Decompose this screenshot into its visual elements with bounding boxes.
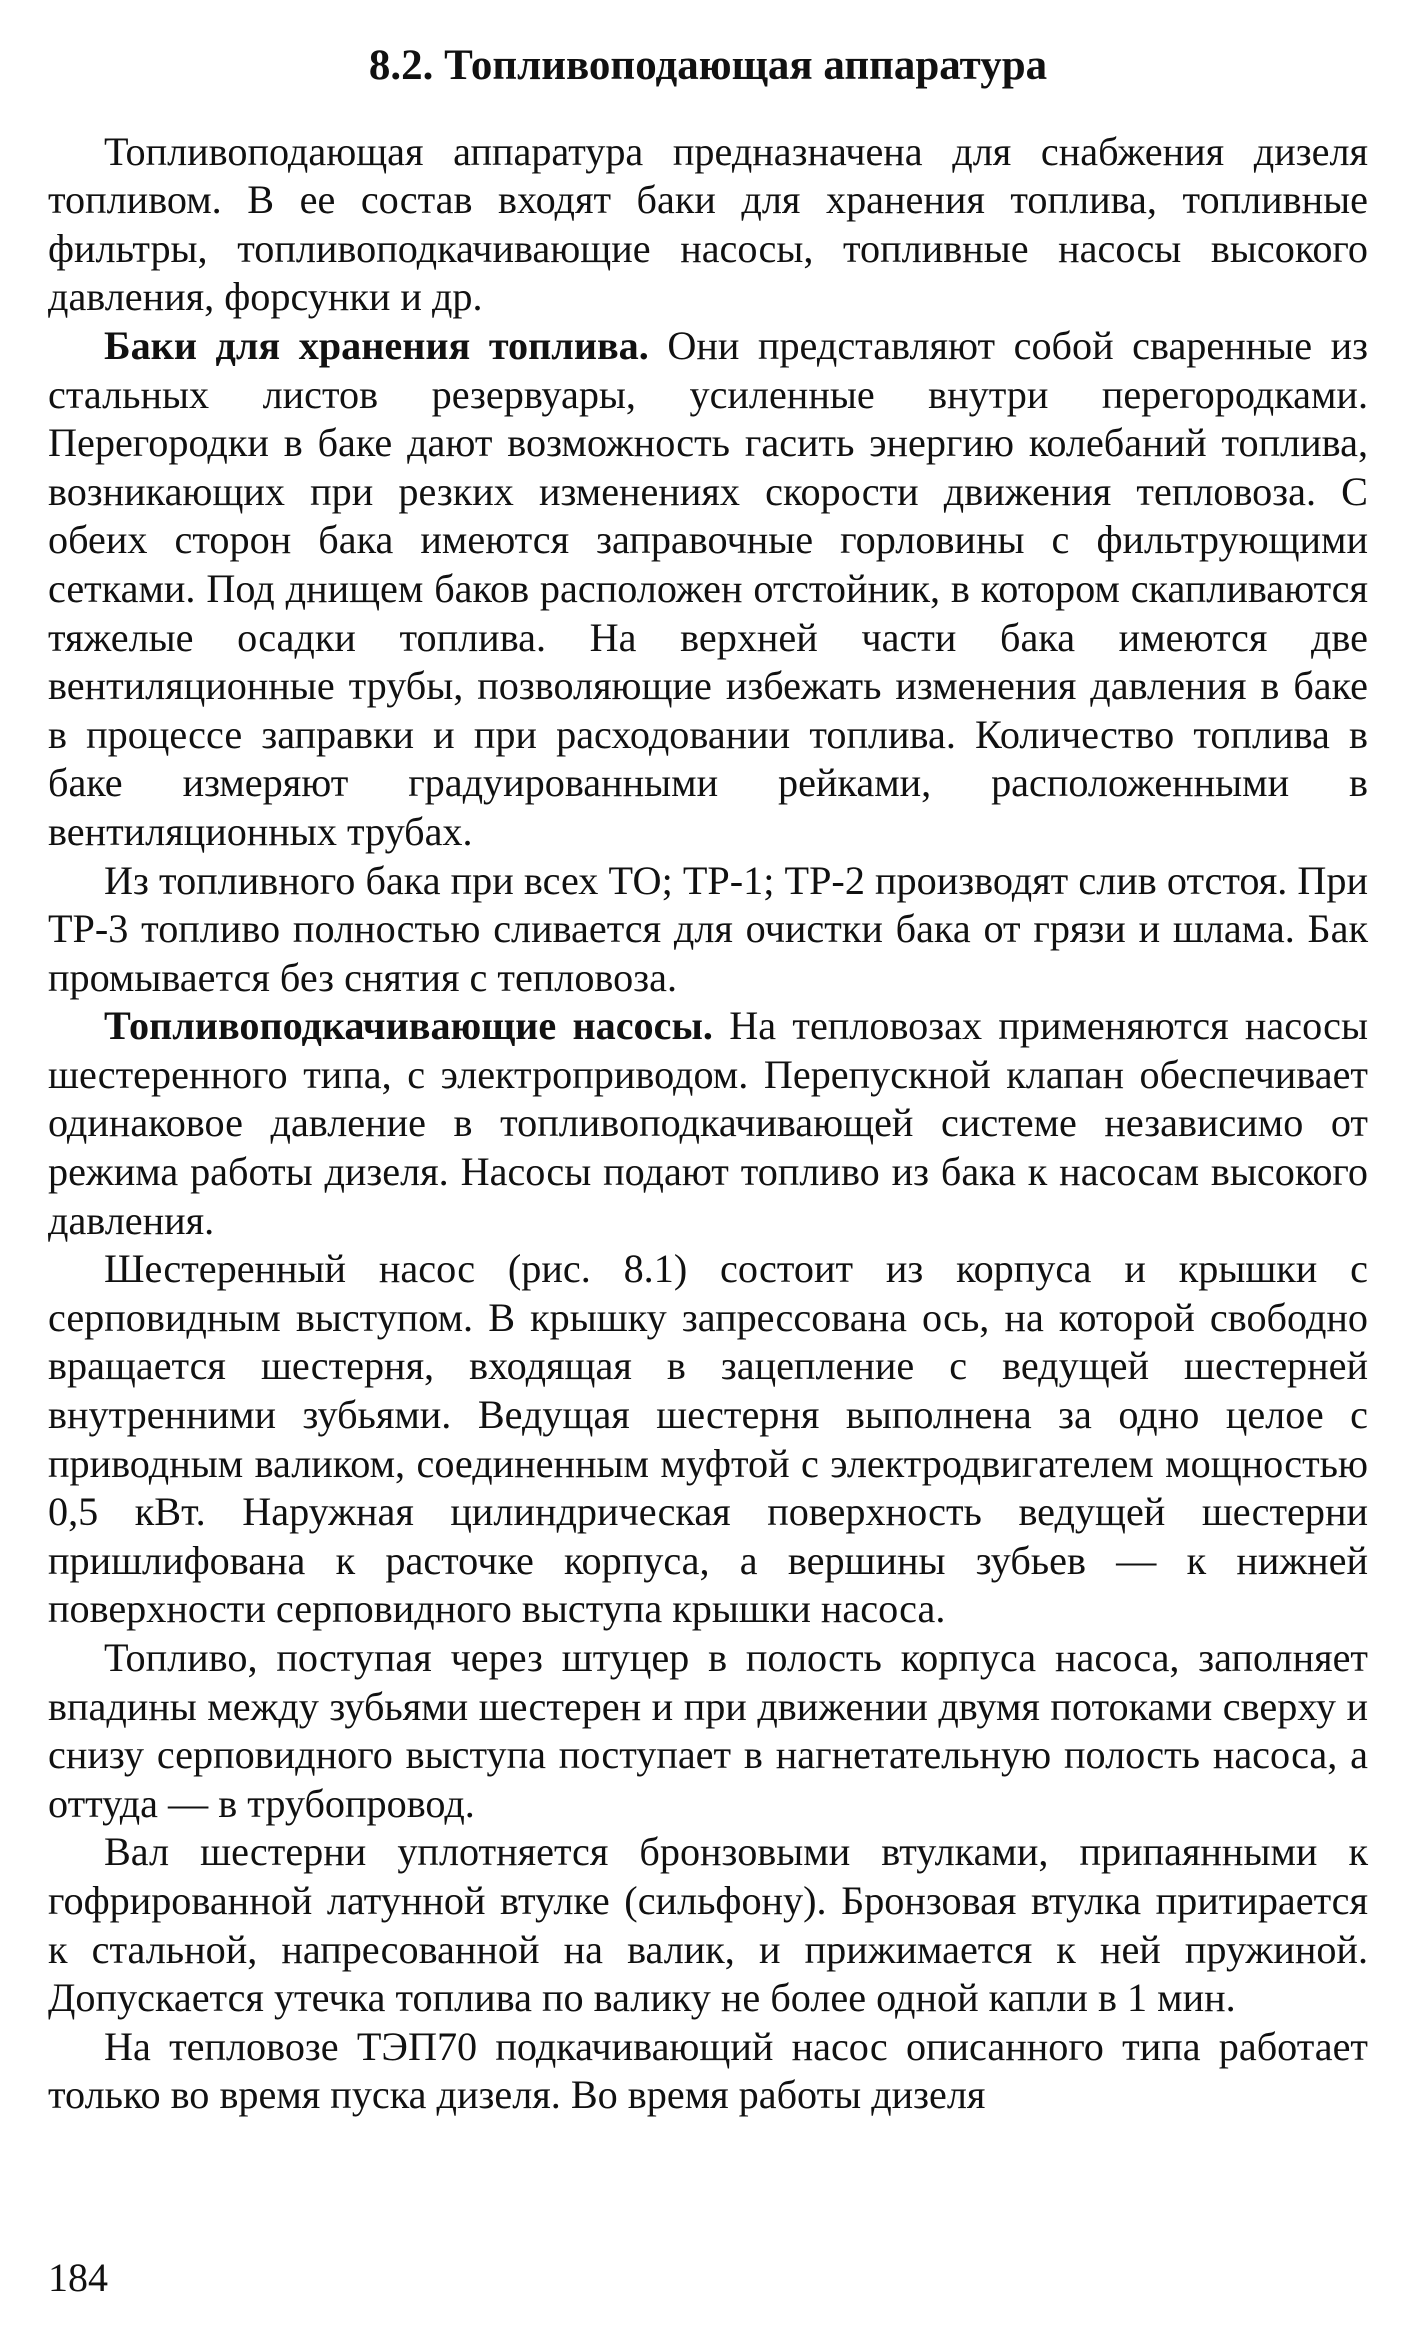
paragraph-text: Они представляют собой сваренные из стальных листов резервуары, усиленные внутри перегородками. Перегородки в баке дают возможность гасить энергию колебаний топлива, возникающих при резких изменениях скорости движения тепловоза. С обеих сторон бака имеются заправочные горловины с фильтрующими сетками. Под днищем баков расположен отстойник, в котором скапливаются тяжелые осадки топлива. На верхней части бака имеются две вентиляционные трубы, позволяющие избежать изменения давления в баке в процессе заправки и при расходовании топлива. Количество топлива в баке измеряют градуированными рейками, расположенными в вентиляционных трубах. bbox=[48, 322, 1368, 854]
section-title: 8.2. Топливоподающая аппаратура bbox=[368, 42, 1048, 89]
paragraph-tanks bbox=[48, 322, 1368, 857]
paragraph-fuel-flow bbox=[48, 1634, 1368, 1828]
paragraph-gear-pump bbox=[48, 1245, 1368, 1634]
paragraph-tep70 bbox=[48, 2023, 1368, 2120]
paragraph-text: Из топливного бака при всех ТО; ТР-1; ТР-2 производят слив отстоя. При ТР-3 топливо полностью сливается для очистки бака от грязи и шлама. Бак промывается без снятия с тепловоза. bbox=[48, 857, 1368, 1000]
paragraph-text: Вал шестерни уплотняется бронзовыми втулками, припаянными к гофрированной латунной втулке (сильфону). Бронзовая втулка притирается к стальной, напресованной на валик, и прижимается к ней пружиной. Допускается утечка топлива по валику не более одной капли в 1 мин. bbox=[48, 1829, 1368, 2021]
page-body bbox=[48, 40, 1368, 2120]
paragraph-pumps bbox=[48, 1002, 1368, 1245]
paragraph-text: На тепловозах применяются насосы шестеренного типа, с электроприводом. Перепускной клапан обеспечивает одинаковое давление в топливоподкачивающей системе независимо от режима работы дизеля. Насосы подают топливо из бака к насосам высокого давления. bbox=[48, 1003, 1368, 1243]
paragraph-text: Шестеренный насос (рис. 8.1) состоит из корпуса и крышки с серповидным выступом. В крышку запрессована ось, на которой свободно вращается шестерня, входящая в зацепление с ведущей шестерней внутренними зубьями. Ведущая шестерня выполнена за одно целое с приводным валиком, соединенным муфтой с электродвигателем мощностью 0,5 кВт. Наружная цилиндрическая поверхность ведущей шестерни пришлифована к расточке корпуса, а вершины зубьев — к нижней поверхности серповидного выступа крышки насоса. bbox=[48, 1246, 1368, 1632]
paragraph-text: Топливоподающая аппаратура предназначена для снабжения дизеля топливом. В ее состав входят баки для хранения топлива, топливные фильтры, топливоподкачивающие насосы, топливные насосы высокого давления, форсунки и др. bbox=[48, 128, 1368, 320]
paragraph-text: Топливо, поступая через штуцер в полость корпуса насоса, заполняет впадины между зубьями шестерен и при движении двумя потоками сверху и снизу серповидного выступа поступает в нагнетательную полость насоса, а оттуда — в трубопровод. bbox=[48, 1635, 1368, 1826]
paragraph-sediment-drain bbox=[48, 857, 1368, 1003]
paragraph-shaft-seal bbox=[48, 1828, 1368, 2022]
paragraph-lead-heading: Топливоподкачивающие насосы. bbox=[104, 1003, 713, 1049]
page-number: 184 bbox=[48, 2255, 108, 2300]
paragraph-lead-heading: Баки для хранения топлива. bbox=[104, 322, 649, 368]
paragraph-text: На тепловозе ТЭП70 подкачивающий насос описанного типа работает только во время пуска дизеля. Во время работы дизеля bbox=[48, 2023, 1368, 2118]
paragraph-intro bbox=[48, 128, 1368, 322]
